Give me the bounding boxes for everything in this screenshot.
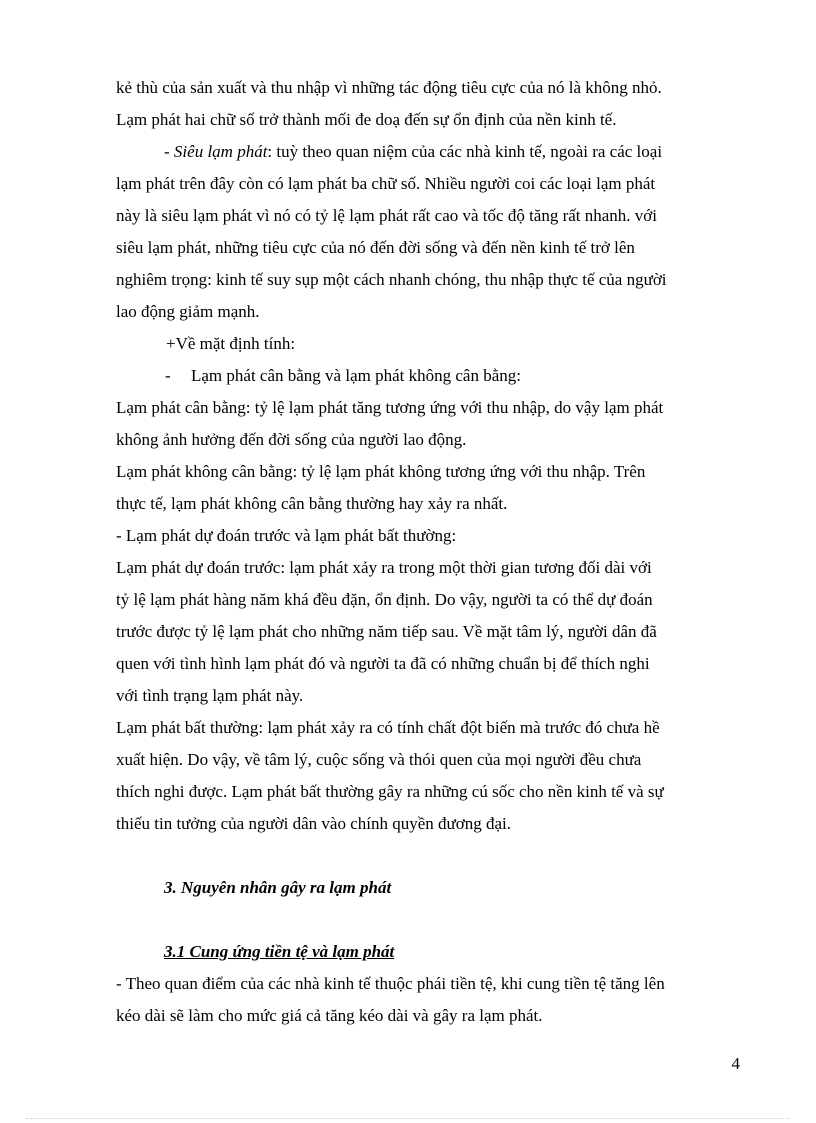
list-item-text: Lạm phát cân bằng và lạm phát không cân bằng: (191, 366, 521, 385)
qualitative-heading: +Về mặt định tính: (166, 334, 296, 353)
paragraph-line: Lạm phát bất thường: lạm phát xảy ra có tính chất đột biến mà trước đó chưa hề (116, 718, 660, 737)
paragraph-line: tỷ lệ lạm phát hàng năm khá đều đặn, ổn định. Do vậy, người ta có thể dự đoán (116, 590, 653, 609)
paragraph-line: quen với tình hình lạm phát đó và người ta đã có những chuẩn bị để thích nghi (116, 654, 650, 673)
paragraph-line: không ảnh hưởng đến đời sống của người lao động. (116, 430, 467, 449)
section-heading: 3. Nguyên nhân gây ra lạm phát (164, 878, 392, 897)
paragraph-line: lạm phát trên đây còn có lạm phát ba chữ số. Nhiều người coi các loại lạm phát (116, 174, 656, 193)
paragraph-line: thực tế, lạm phát không cân bằng thường hay xảy ra nhất. (116, 494, 508, 513)
document-page (116, 72, 738, 1032)
paragraph-line: Lạm phát dự đoán trước: lạm phát xảy ra trong một thời gian tương đối dài với (116, 558, 652, 577)
paragraph-line: Lạm phát hai chữ số trở thành mối đe doạ đến sự ổn định của nền kinh tế. (116, 110, 617, 129)
paragraph-line: kẻ thù của sản xuất và thu nhập vì những tác động tiêu cực của nó là không nhỏ. (116, 78, 662, 97)
hyperinflation-paragraph (116, 136, 738, 168)
paragraph-line: lao động giảm mạnh. (116, 302, 260, 321)
list-item: - Lạm phát dự đoán trước và lạm phát bất thường: (116, 526, 457, 545)
paragraph-line: siêu lạm phát, những tiêu cực của nó đến đời sống và đến nền kinh tế trở lên (116, 238, 635, 257)
paragraph-line: thích nghi được. Lạm phát bất thường gây ra những cú sốc cho nền kinh tế và sự (116, 782, 664, 801)
paragraph-line: xuất hiện. Do vậy, về tâm lý, cuộc sống và thói quen của mọi người đều chưa (116, 750, 642, 769)
spacer (116, 904, 738, 936)
spacer (116, 840, 738, 872)
paragraph-line: thiếu tin tưởng của người dân vào chính quyền đương đại. (116, 814, 512, 833)
paragraph-line: : tuỳ theo quan niệm của các nhà kinh tế, ngoài ra các loại (267, 142, 663, 161)
page-number: 4 (731, 1054, 740, 1073)
subsection-heading: 3.1 Cung ứng tiền tệ và lạm phát (164, 942, 395, 961)
paragraph-line: Lạm phát không cân bằng: tỷ lệ lạm phát không tương ứng với thu nhập. Trên (116, 462, 646, 481)
footer-divider (26, 1118, 790, 1119)
list-item (116, 360, 738, 392)
term-hyperinflation: Siêu lạm phát (173, 142, 268, 161)
paragraph-line: - Theo quan điểm của các nhà kinh tế thuộc phái tiền tệ, khi cung tiền tệ tăng lên (116, 974, 665, 993)
paragraph-line: trước được tỷ lệ lạm phát cho những năm tiếp sau. Về mặt tâm lý, người dân đã (116, 622, 657, 641)
paragraph-line: kéo dài sẽ làm cho mức giá cả tăng kéo dài và gây ra lạm phát. (116, 1006, 543, 1025)
paragraph-line: Lạm phát cân bằng: tỷ lệ lạm phát tăng tương ứng với thu nhập, do vậy lạm phát (116, 398, 664, 417)
paragraph-line: này là siêu lạm phát vì nó có tỷ lệ lạm phát rất cao và tốc độ tăng rất nhanh. với (116, 206, 658, 225)
paragraph-line: với tình trạng lạm phát này. (116, 686, 304, 705)
dash-marker: - (165, 366, 171, 385)
dash-marker: - (164, 142, 174, 161)
paragraph-line: nghiêm trọng: kinh tế suy sụp một cách nhanh chóng, thu nhập thực tế của người (116, 270, 667, 289)
